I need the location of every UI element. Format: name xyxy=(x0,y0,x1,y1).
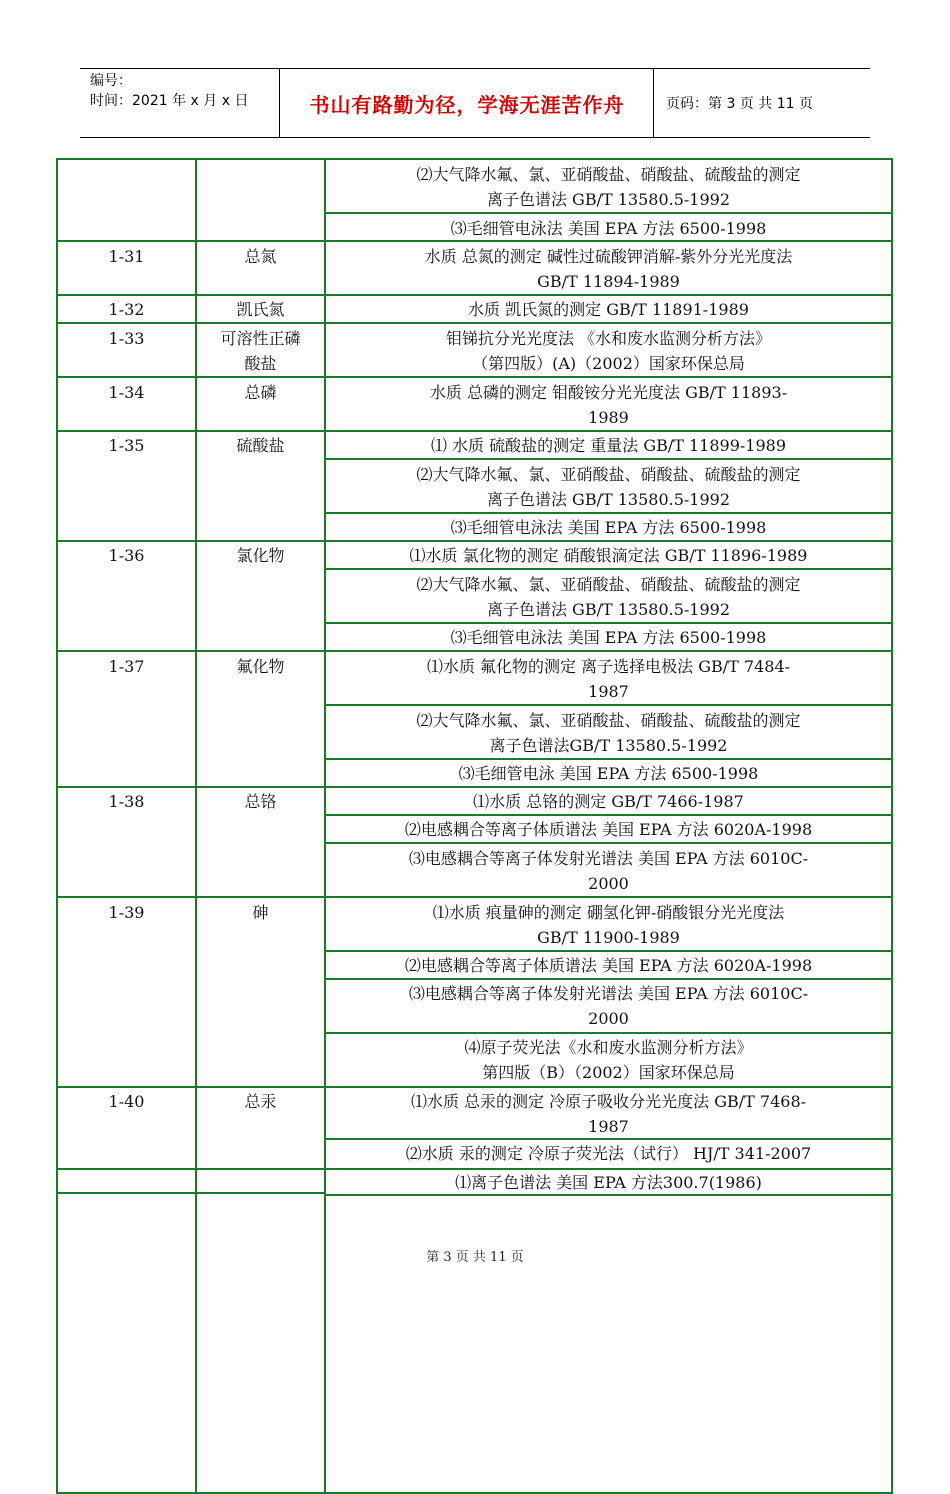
method-cell: ⑵大气降水氟、氯、亚硝酸盐、硝酸盐、硫酸盐的测定 离子色谱法 GB/T 13580.5-1992 xyxy=(416,465,801,509)
method-cell: ⑴ 水质 硫酸盐的测定 重量法 GB/T 11899-1989 xyxy=(430,436,787,455)
sub-row-line xyxy=(324,512,893,514)
table-border-left xyxy=(56,158,58,1494)
method-cell: ⑶毛细管电泳法 美国 EPA 方法 6500-1998 xyxy=(450,219,767,238)
sub-row-line xyxy=(324,622,893,624)
item-name: 总汞 xyxy=(244,1092,277,1111)
doc-number-label: 编号： xyxy=(90,73,132,89)
row-line xyxy=(56,650,893,652)
row-line xyxy=(56,540,893,542)
item-name: 凯氏氮 xyxy=(236,300,285,319)
sub-row-line xyxy=(324,842,893,844)
row-id: 1-38 xyxy=(108,792,145,811)
method-cell: ⑶毛细管电泳法 美国 EPA 方法 6500-1998 xyxy=(450,628,767,647)
row-line xyxy=(56,294,893,296)
header-motto: 书山有路勤为径，学海无涯苦作舟 xyxy=(281,69,654,137)
sub-row-line xyxy=(324,1032,893,1034)
row-line xyxy=(56,786,893,788)
sub-row-line xyxy=(324,212,893,214)
row-id: 1-36 xyxy=(108,546,145,565)
row-id: 1-35 xyxy=(108,436,145,455)
item-name: 总磷 xyxy=(244,383,277,402)
header-page-label: 页码：第 3 页 共 11 页 xyxy=(666,96,813,112)
row-line xyxy=(56,896,893,898)
item-name: 硫酸盐 xyxy=(236,436,285,455)
method-cell: ⑶毛细管电泳法 美国 EPA 方法 6500-1998 xyxy=(450,518,767,537)
method-cell: ⑵电感耦合等离子体质谱法 美国 EPA 方法 6020A-1998 xyxy=(404,956,813,975)
method-cell: ⑴水质 氯化物的测定 硝酸银滴定法 GB/T 11896-1989 xyxy=(409,546,808,565)
method-cell: ⑵大气降水氟、氯、亚硝酸盐、硝酸盐、硫酸盐的测定 离子色谱法 GB/T 13580.5-1992 xyxy=(416,165,801,209)
method-cell: 钼锑抗分光光度法 《水和废水监测分析方法》 （第四版）(A)（2002）国家环保总局 xyxy=(445,329,772,373)
row-id: 1-34 xyxy=(108,383,145,402)
row-line xyxy=(56,322,893,324)
page-cut-line xyxy=(56,1192,326,1194)
method-cell: ⑵大气降水氟、氯、亚硝酸盐、硝酸盐、硫酸盐的测定 离子色谱法GB/T 13580.5-1992 xyxy=(416,711,801,755)
item-name: 总铬 xyxy=(244,792,277,811)
item-name: 氯化物 xyxy=(236,546,285,565)
row-id: 1-31 xyxy=(108,247,145,266)
row-id: 1-39 xyxy=(108,903,145,922)
item-name: 砷 xyxy=(252,903,269,922)
method-cell: 水质 总氮的测定 碱性过硫酸钾消解-紫外分光光度法 GB/T 11894-1989 xyxy=(424,247,793,291)
sub-row-line xyxy=(324,568,893,570)
sub-row-line xyxy=(324,458,893,460)
row-line xyxy=(56,1086,893,1088)
table-border-right xyxy=(891,158,893,1494)
method-cell: ⑶毛细管电泳 美国 EPA 方法 6500-1998 xyxy=(458,764,759,783)
method-cell: ⑴水质 总铬的测定 GB/T 7466-1987 xyxy=(473,792,744,811)
method-cell: ⑷原子荧光法《水和废水监测分析方法》 第四版（B）（2002）国家环保总局 xyxy=(464,1038,753,1082)
method-cell: ⑴水质 总汞的测定 冷原子吸收分光光度法 GB/T 7468- 1987 xyxy=(410,1092,807,1136)
row-id: 1-40 xyxy=(108,1092,145,1111)
item-name: 总氮 xyxy=(244,247,277,266)
method-cell: ⑵大气降水氟、氯、亚硝酸盐、硝酸盐、硫酸盐的测定 离子色谱法 GB/T 13580.5-1992 xyxy=(416,575,801,619)
item-name: 氟化物 xyxy=(236,657,285,676)
method-cell: ⑶电感耦合等离子体发射光谱法 美国 EPA 方法 6010C- 2000 xyxy=(408,849,809,893)
sub-row-line xyxy=(324,978,893,980)
sub-row-line xyxy=(324,704,893,706)
doc-time-label: 时间：2021 年 x 月 x 日 xyxy=(90,93,249,109)
row-line xyxy=(56,158,893,160)
sub-row-line xyxy=(324,950,893,952)
method-cell: 水质 总磷的测定 钼酸铵分光光度法 GB/T 11893- 1989 xyxy=(429,383,788,427)
row-id: 1-33 xyxy=(108,329,145,348)
row-id: 1-32 xyxy=(108,300,145,319)
row-line xyxy=(56,430,893,432)
method-cell: ⑶电感耦合等离子体发射光谱法 美国 EPA 方法 6010C- 2000 xyxy=(408,984,809,1028)
sub-row-line xyxy=(324,758,893,760)
row-line xyxy=(56,376,893,378)
method-cell: ⑴离子色谱法 美国 EPA 方法300.7(1986) xyxy=(455,1173,762,1192)
page-footer: 第 3 页 共 11 页 xyxy=(426,1250,524,1265)
method-cell: ⑵水质 汞的测定 冷原子荧光法（试行） HJ/T 341-2007 xyxy=(405,1144,812,1163)
method-cell: 水质 凯氏氮的测定 GB/T 11891-1989 xyxy=(468,300,749,319)
method-cell: ⑴水质 氟化物的测定 离子选择电极法 GB/T 7484- 1987 xyxy=(426,657,791,701)
sub-row-line xyxy=(324,814,893,816)
method-cell: ⑴水质 痕量砷的测定 硼氢化钾-硝酸银分光光度法 GB/T 11900-1989 xyxy=(432,903,785,947)
row-id: 1-37 xyxy=(108,657,145,676)
item-name: 可溶性正磷 酸盐 xyxy=(220,329,301,373)
method-cell: ⑵电感耦合等离子体质谱法 美国 EPA 方法 6020A-1998 xyxy=(404,820,813,839)
